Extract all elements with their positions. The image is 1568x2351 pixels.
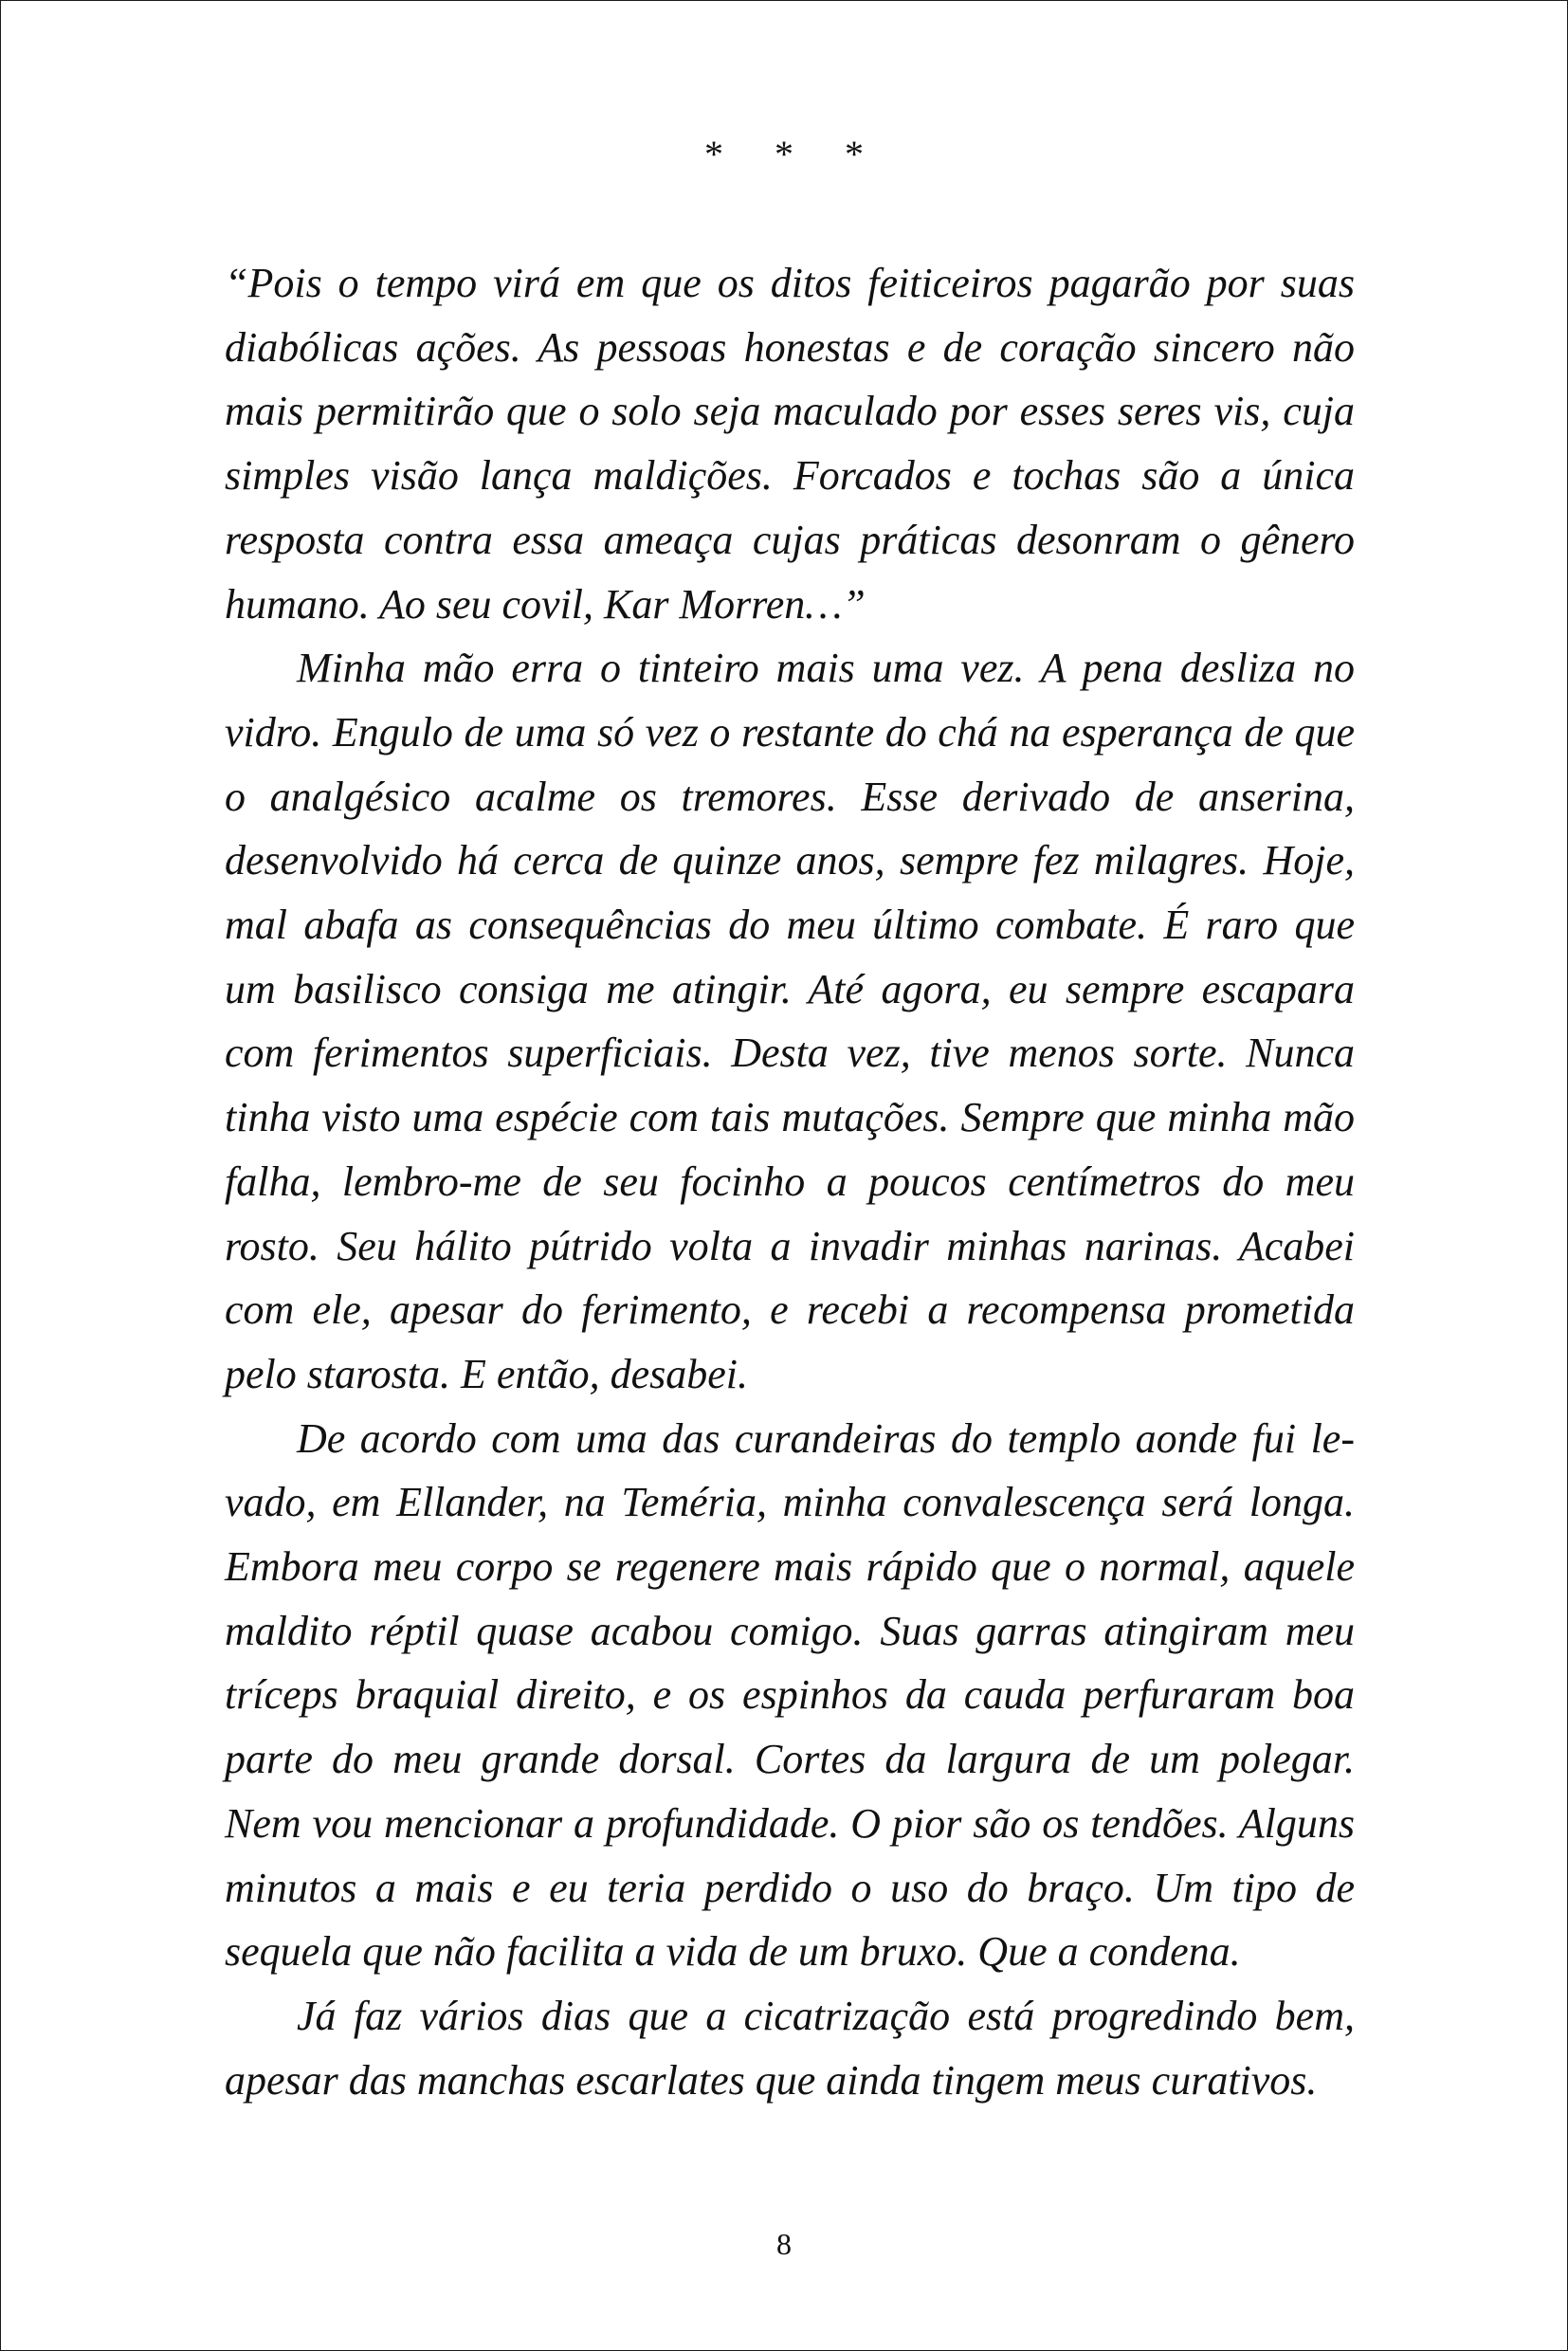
page-number: 8 [776,2227,792,2261]
section-separator: * * * [704,133,884,175]
page-body-text [225,251,1355,2112]
paragraph: De acordo com uma das curandeiras do templo aonde fui levado, em Ellander, na Teméria, minha convalescença será longa. Embora meu corpo se regenere mais rápido que o normal, aquele maldito réptil quase acabou comigo. Suas garras atingiram meu tríceps braquial direito, e os espinhos da cauda perfuraram boa parte do meu grande dorsal. Cortes da largura de um polegar. Nem vou mencionar a profundidade. O pior são os tendões. Alguns minutos a mais e eu teria perdido o uso do braço. Um tipo de sequela que não facilita a vida de um bruxo. Que a condena. [225,1414,1355,1976]
paragraph: Já faz vários dias que a cicatrização está progredindo bem, apesar das manchas escarlates que ainda tingem meus curativos. [225,1992,1355,2104]
paragraph-quote: “Pois o tempo virá em que os ditos feiticeiros pagarão por suas diabólicas ações. As pessoas honestas e de coração sincero não mais permitirão que o solo seja maculado por esses seres vis, cuja simples visão lança maldições. Forcados e tochas são a única resposta contra essa ameaça cujas práticas desonram o gênero humano. Ao seu covil, Kar Morren…” [225,260,1355,628]
paragraph: Minha mão erra o tinteiro mais uma vez. A pena desliza no vidro. Engulo de uma só vez o restante do chá na esperança de que o analgésico acalme os tremores. Esse derivado de anserina, desenvolvido há cerca de quinze anos, sempre fez milagres. Hoje, mal abafa as consequências do meu último combate. É raro que um basilisco consiga me atingir. Até agora, eu sempre escapara com ferimentos superficiais. Desta vez, tive menos sorte. Nunca tinha visto uma espécie com tais mutações. Sempre que minha mão falha, lembro-me de seu focinho a poucos centímetros do meu rosto. Seu hálito pútrido volta a invadir minhas narinas. Acabei com ele, apesar do ferimento, e recebi a recompensa prometida pelo starosta. E então, desabei. [225,645,1355,1397]
